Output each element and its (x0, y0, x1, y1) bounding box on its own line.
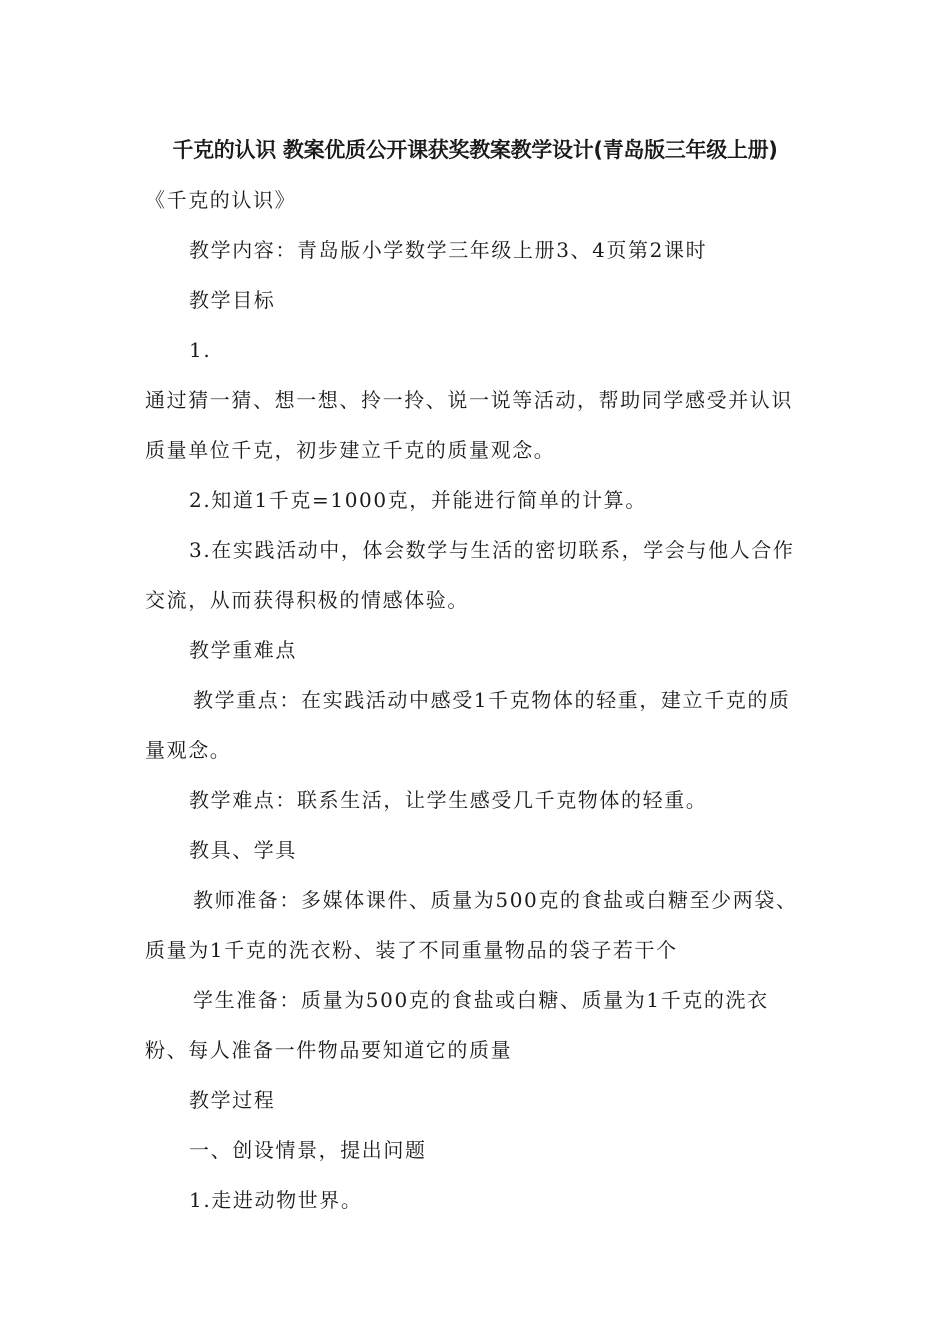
document-body (145, 175, 805, 1225)
paragraph-objective-3: 3.在实践活动中，体会数学与生活的密切联系，学会与他人合作交流，从而获得积极的情感体验。 (145, 538, 795, 612)
paragraph-teacher-preparation: 教师准备：多媒体课件、质量为500克的食盐或白糖至少两袋、质量为1千克的洗衣粉、装了不同重量物品的袋子若干个 (145, 888, 798, 962)
paragraph-key-point: 教学重点：在实践活动中感受1千克物体的轻重，建立千克的质量观念。 (145, 688, 791, 762)
paragraph-objective-1: 通过猜一猜、想一想、拎一拎、说一说等活动，帮助同学感受并认识质量单位千克，初步建立千克的质量观念。 (145, 388, 793, 462)
paragraph-student-preparation: 学生准备：质量为500克的食盐或白糖、质量为1千克的洗衣粉、每人准备一件物品要知道它的质量 (145, 988, 769, 1062)
paragraph-objective-2: 2.知道1千克=1000克，并能进行简单的计算。 (189, 488, 647, 512)
paragraph-difficult-point: 教学难点：联系生活，让学生感受几千克物体的轻重。 (189, 788, 708, 812)
heading-teaching-aids: 教具、学具 (189, 838, 297, 862)
paragraph-step-1: 1.走进动物世界。 (189, 1188, 363, 1212)
document-title: 千克的认识 教案优质公开课获奖教案教学设计(青岛版三年级上册) (172, 138, 778, 162)
paragraph-lesson-name: 《千克的认识》 (145, 188, 297, 212)
heading-teaching-process: 教学过程 (189, 1088, 276, 1112)
paragraph-objective-number-1: 1. (189, 338, 212, 362)
heading-key-points: 教学重难点 (189, 638, 297, 662)
paragraph-content: 教学内容：青岛版小学数学三年级上册3、4页第2课时 (189, 238, 708, 262)
heading-section-1: 一、创设情景，提出问题 (189, 1138, 427, 1162)
heading-objectives: 教学目标 (189, 288, 276, 312)
